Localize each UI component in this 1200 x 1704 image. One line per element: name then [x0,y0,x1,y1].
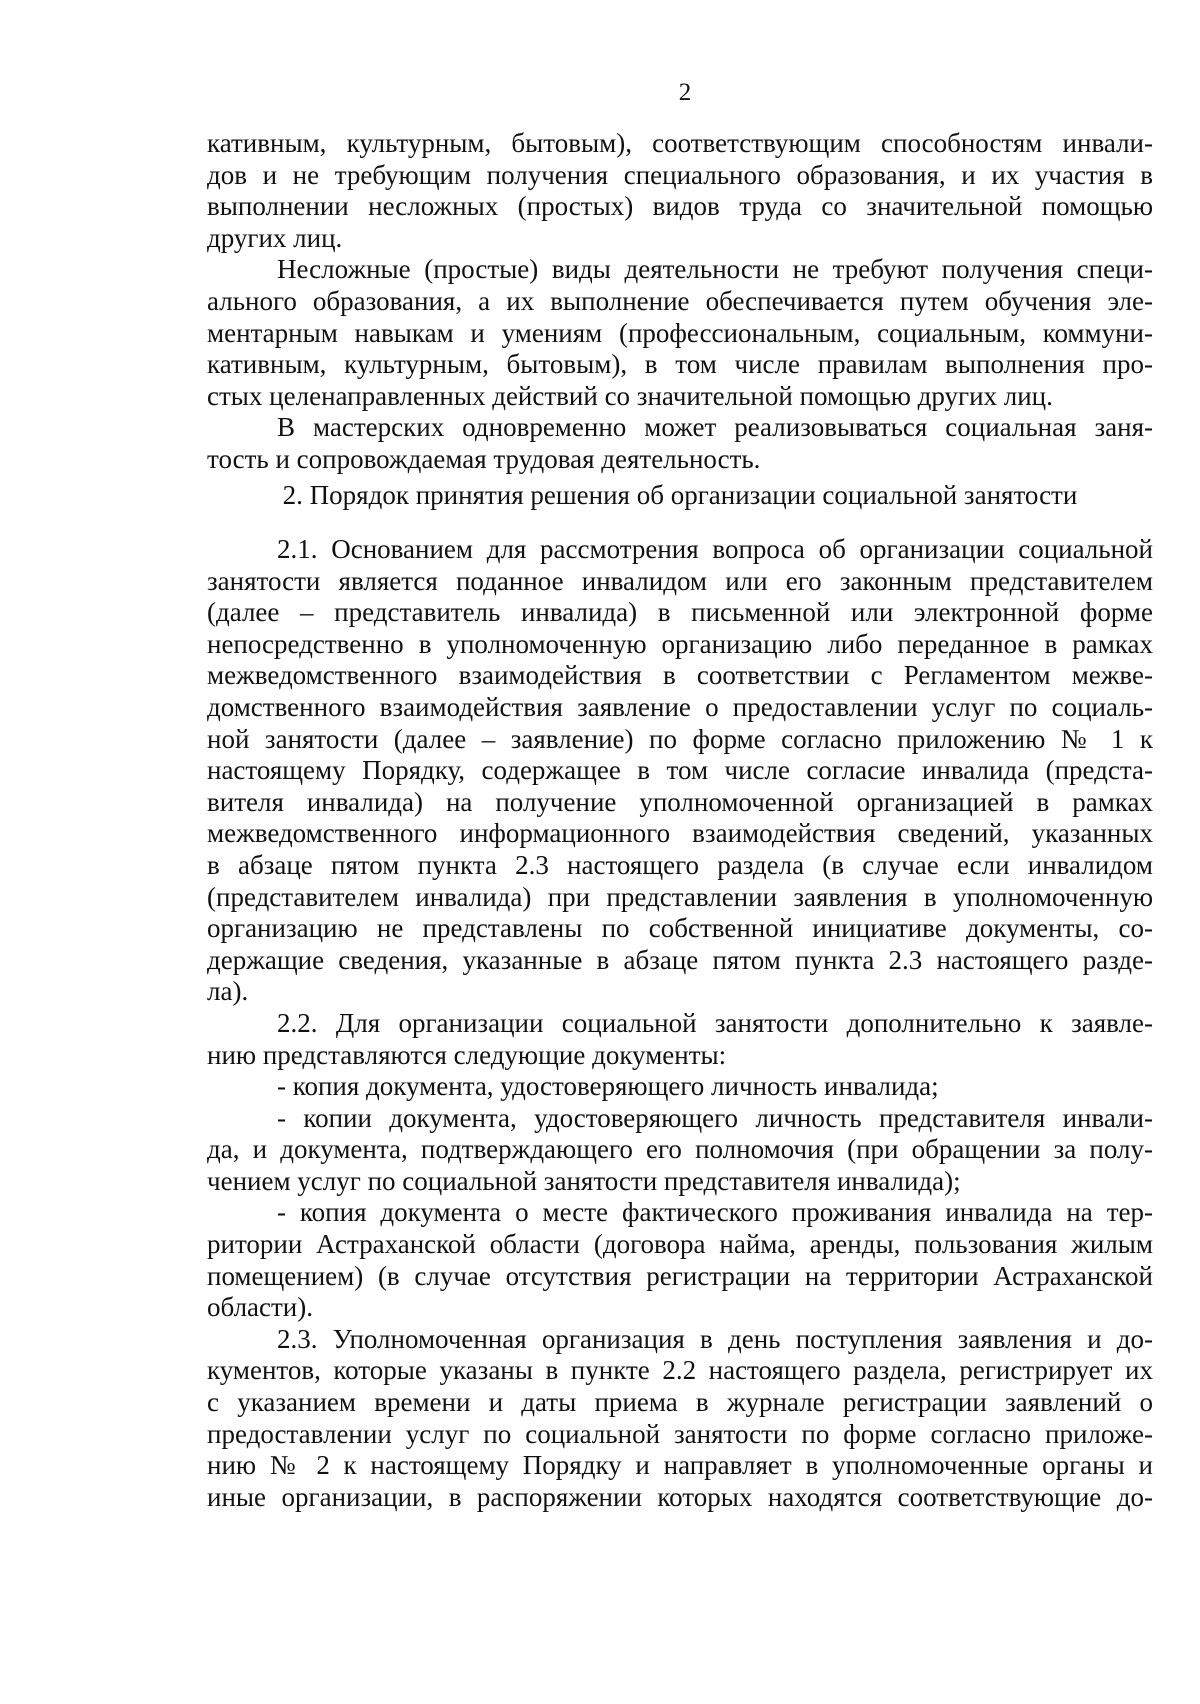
text-block-top [207,128,1153,476]
text-line: ной занятости (далее – заявление) по форме согласно приложению № 1 к [207,723,1153,754]
text-line: межведомственного взаимодействия в соответствии с Регламентом межве- [207,660,1153,691]
text-line: (представителем инвалида) при представлении заявления в уполномоченную [207,881,1153,912]
text-line: держащие сведения, указанные в абзаце пятом пункта 2.3 настоящего разде- [207,944,1153,975]
text-line: домственного взаимодействия заявление о предоставлении услуг по социаль- [207,691,1153,722]
text-line: дов и не требующим получения специального образования, и их участия в [207,159,1153,190]
text-line: да, и документа, подтверждающего его полномочия (при обращении за полу- [207,1134,1153,1165]
text-line: непосредственно в уполномоченную организацию либо переданное в рамках [207,628,1153,659]
text-line: в абзаце пятом пункта 2.3 настоящего раздела (в случае если инвалидом [207,849,1153,880]
text-line: кативным, культурным, бытовым), в том числе правилам выполнения про- [207,349,1153,380]
text-line: кументов, которые указаны в пункте 2.2 настоящего раздела, регистрирует их [207,1355,1153,1386]
text-line: 2.1. Основанием для рассмотрения вопроса об организации социальной [277,534,1153,564]
text-line: ального образования, а их выполнение обеспечивается путем обучения эле- [207,285,1153,316]
list-item-representative-copy [207,1103,1153,1198]
section-heading: 2. Порядок принятия решения об организации социальной занятости [282,480,1078,510]
paragraph-simple-activities [207,254,1153,412]
text-line: настоящему Порядку, содержащее в том числе согласие инвалида (предста- [207,755,1153,786]
paragraph-2-2 [207,1008,1153,1071]
text-line: ментарным навыкам и умениям (профессиональным, социальным, коммуни- [207,317,1153,348]
text-line: области). [207,1292,313,1323]
text-line: кативным, культурным, бытовым), соответствующим способностям инвали- [207,128,1153,158]
text-line: тость и сопровождаемая трудовая деятельность. [207,443,761,474]
text-block-section-2 [207,534,1153,1513]
text-line: с указанием времени и даты приема в журнале регистрации заявлений о [207,1387,1153,1418]
text-line: иные организации, в распоряжении которых находятся соответствующие до- [207,1481,1153,1512]
text-line: 2.2. Для организации социальной занятости дополнительно к заявле- [277,1007,1153,1038]
text-line: ритории Астраханской области (договора найма, аренды, пользования жилым [207,1229,1153,1260]
text-line: помещением) (в случае отсутствия регистрации на территории Астраханской [207,1260,1153,1291]
text-line: Несложные (простые) виды деятельности не требуют получения специ- [277,254,1153,285]
text-line: (далее – представитель инвалида) в письменной или электронной форме [207,597,1153,628]
text-line: - копия документа, удостоверяющего личность инвалида; [277,1071,939,1102]
list-item-identity-copy [207,1071,1153,1103]
paragraph-2-3 [207,1324,1153,1514]
paragraph-2-1 [207,534,1153,1008]
text-line: В мастерских одновременно может реализовываться социальная заня- [277,412,1153,443]
text-line: вителя инвалида) на получение уполномоченной организацией в рамках [207,786,1153,817]
text-line: ла). [207,976,249,1007]
text-line: нию представляются следующие документы: [207,1039,727,1070]
page-number: 2 [678,79,692,106]
text-line: - копия документа о месте фактического проживания инвалида на тер- [277,1197,1153,1228]
text-line: нию № 2 к настоящему Порядку и направляет в уполномоченные органы и [207,1450,1153,1481]
text-line: - копии документа, удостоверяющего личность представителя инвали- [277,1102,1153,1133]
text-line: занятости является поданное инвалидом или его законным представителем [207,565,1153,596]
list-item-residence-copy [207,1197,1153,1323]
text-line: организацию не представлены по собственной инициативе документы, со- [207,913,1153,944]
text-line: предоставлении услуг по социальной занятости по форме согласно приложе- [207,1418,1153,1449]
paragraph-intro [207,128,1153,254]
text-line: 2.3. Уполномоченная организация в день поступления заявления и до- [277,1323,1153,1354]
text-line: стых целенаправленных действий со значительной помощью других лиц. [207,380,1053,411]
text-line: выполнении несложных (простых) видов труда со значительной помощью [207,191,1153,222]
paragraph-workshops [207,412,1153,475]
text-line: чением услуг по социальной занятости представителя инвалида); [207,1165,961,1196]
text-line: других лиц. [207,222,343,253]
text-line: межведомственного информационного взаимодействия сведений, указанных [207,818,1153,849]
